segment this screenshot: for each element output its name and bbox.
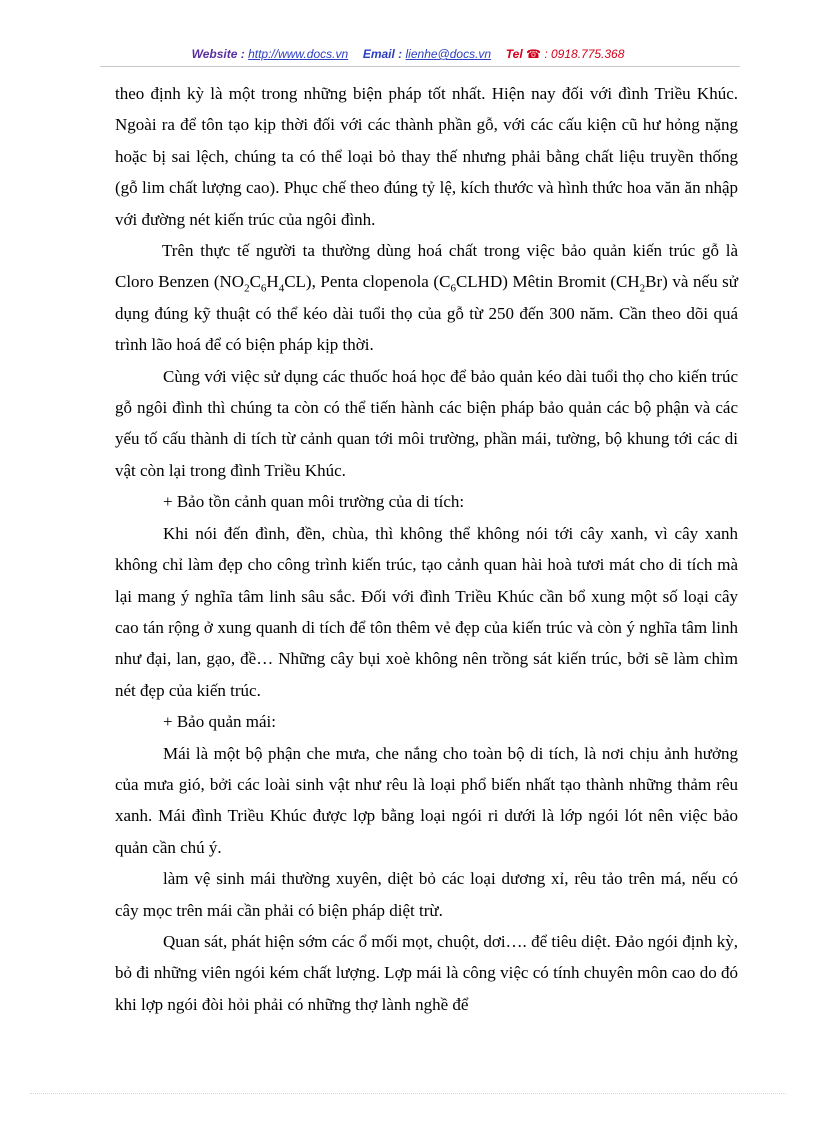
document-body xyxy=(115,78,738,1020)
tel-label: Tel xyxy=(505,47,523,61)
website-label: Website xyxy=(191,47,238,61)
email-link[interactable]: lienhe@docs.vn xyxy=(405,47,492,61)
paragraph-2: Trên thực tế người ta thường dùng hoá chất trong việc bảo quản kiến trúc gỗ là Cloro Benzen $(NO_2C_6H_4CL)$, Penta clopenola $(C_6CLHD)$ Mêtin Bromit $(CH_2Br)$ và nếu sử dụng đúng kỹ thuật có thể kéo dài tuổi thọ của gỗ từ 250 đến 300 năm. Cần theo dõi quá trình lão hoá để có biện pháp kịp thời. xyxy=(115,241,738,355)
website-link[interactable]: http://www.docs.vn xyxy=(248,47,349,61)
paragraph-1: theo định kỳ là một trong những biện pháp tốt nhất. Hiện nay đối với đình Triều Khúc. Ngoài ra để tôn tạo kịp thời đối với các thành phần gỗ, với các cấu kiện cũ hư hỏng nặng hoặc bị sai lệch, chúng ta có thể loại bỏ thay thế nhưng phải bằng chất liệu truyền thống (gỗ lim chất lượng cao). Phục chế theo đúng tỷ lệ, kích thước và hình thức hoa văn ăn nhập với đường nét kiến trúc của ngôi đình. xyxy=(115,84,738,229)
header-divider xyxy=(100,66,740,67)
email-label: Email xyxy=(362,47,395,61)
paragraph-roof-3: Quan sát, phát hiện sớm các ổ mối mọt, chuột, dơi…. để tiêu diệt. Đảo ngói định kỳ, bỏ đi những viên ngói kém chất lượng. Lợp mái là công việc có tính chuyên môn cao do đó khi lợp ngói đòi hỏi phải có những thợ lành nghề để xyxy=(115,931,738,1014)
tel-number: : 0918.775.368 xyxy=(544,47,625,61)
email-separator: : xyxy=(398,47,403,61)
paragraph-roof-1: Mái là một bộ phận che mưa, che nắng cho toàn bộ di tích, là nơi chịu ảnh hưởng của mưa gió, bởi các loài sinh vật như rêu là loại phổ biến nhất tạo thành những thảm rêu xanh. Mái đình Triều Khúc được lợp bằng loại ngói ri dưới là lớp ngói lót nên việc bảo quản cần chú ý. xyxy=(115,743,738,857)
section-heading-roof: + Bảo quản mái: xyxy=(163,712,276,732)
footer-divider xyxy=(30,1093,786,1094)
paragraph-landscape: Khi nói đến đình, đền, chùa, thì không thể không nói tới cây xanh, vì cây xanh không chỉ làm đẹp cho công trình kiến trúc, tạo cảnh quan hài hoà tươi mát cho di tích mà lại mang ý nghĩa tâm linh sâu sắc. Đối với đình Triều Khúc cần bổ xung một số loại cây cao tán rộng ở xung quanh di tích để tôn thêm vẻ đẹp của kiến trúc và còn ý nghĩa tâm linh như đại, lan, gạo, đề… Những cây bụi xoè không nên trồng sát kiến trúc, bởi sẽ làm chìm nét đẹp của kiến trúc. xyxy=(115,523,738,700)
paragraph-roof-2: làm vệ sinh mái thường xuyên, diệt bỏ các loại dương xỉ, rêu tảo trên má, nếu có cây mọc trên mái cần phải có biện pháp diệt trừ. xyxy=(115,869,738,920)
section-heading-landscape: + Bảo tồn cảnh quan môi trường của di tích: xyxy=(163,492,465,512)
paragraph-3: Cùng với việc sử dụng các thuốc hoá học để bảo quản kéo dài tuổi thọ cho kiến trúc gỗ ngôi đình thì chúng ta còn có thể tiến hành các biện pháp bảo quản các bộ phận và các yếu tố cấu thành di tích từ cảnh quan tới môi trường, phần mái, tường, bộ khung tới các di vật còn lại trong đình Triều Khúc. xyxy=(115,366,738,480)
phone-icon: ☎ xyxy=(526,47,541,61)
website-separator: : xyxy=(240,47,245,61)
page-header xyxy=(0,47,816,61)
